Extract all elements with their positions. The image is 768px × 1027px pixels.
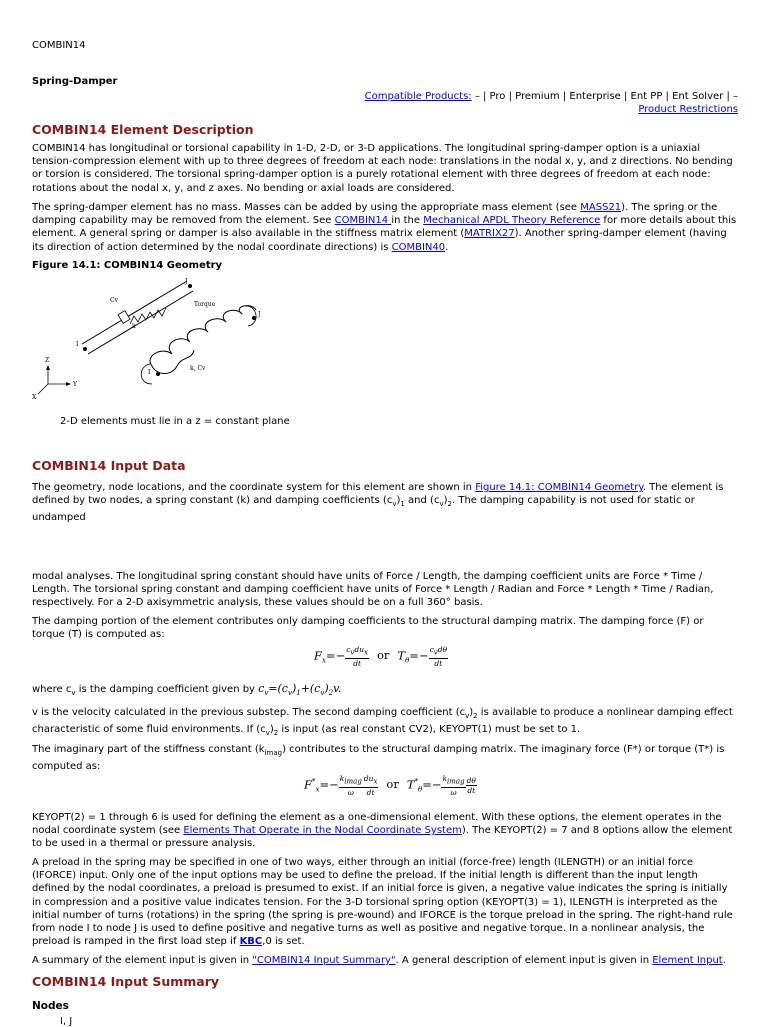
- y-label: Y: [73, 381, 77, 388]
- torsion-coil: [150, 306, 256, 366]
- cv-label: Cv: [110, 297, 118, 304]
- node-j-top: [188, 284, 192, 288]
- combin14-theory-link[interactable]: COMBIN14: [334, 215, 392, 227]
- input-data-paragraph-6: The imaginary part of the stiffness constant $(k_{imag})$ contributes to the structural damping matrix. The imaginary force (F*) or torque (T*) is computed as:: [32, 744, 725, 773]
- document-title: COMBIN14: [32, 40, 86, 51]
- spring-element-edge-bottom: [88, 291, 193, 354]
- torque-label: Torque: [194, 301, 216, 308]
- node-i-left: [83, 347, 87, 351]
- theory-reference-link[interactable]: Mechanical APDL Theory Reference: [423, 215, 601, 227]
- kbc-link[interactable]: KBC: [239, 936, 263, 948]
- torque-arrow-left: [141, 364, 152, 384]
- j-right-label: J: [258, 311, 261, 318]
- input-data-heading: COMBIN14 Input Data: [32, 458, 186, 473]
- x-axis: [38, 384, 48, 394]
- node-j-right: [252, 316, 256, 320]
- imaginary-force-equation: $F^*_x=-$ $\frac{k_{imag}}{\omega}$ $\frac{du_x}{dt}$ or $T^*_\theta=-$ $\frac{k_{imag}}{\omega}$ $\frac{d\theta}{dt}$: [304, 774, 476, 797]
- figure-caption: Figure 14.1: COMBIN14 Geometry: [32, 260, 223, 271]
- j-top-label: J: [185, 278, 188, 285]
- geometry-figure: [32, 276, 292, 406]
- combin40-link[interactable]: COMBIN40: [391, 241, 446, 253]
- compatible-products: [365, 90, 738, 116]
- nodes-label: Nodes: [32, 1000, 69, 1012]
- input-data-paragraph-8: A preload in the spring may be specified in one of two ways, either through an initial (force-free) length (ILENGTH) or an initial force (IFORCE) input. Only one of the input options may be used to define the preload. If the initial length is different than the input length defined by the nodal coordinates, a preload is presumed to exist. If an initial force is given, a negative value indicates the spring is initially in compression and a positive value indicates tension. For the 3-D torsional spring option (KEYOPT(3) = 1), ILENGTH is interpreted as the initial number of turns (rotations) in the spring (the spring is pre-wound) and IFORCE is the torque preload in the spring. The right-hand rule from node I to node J is used to define positive and negative turns as well as positive and negative torque. In a nonlinear analysis, the preload is ramped in the first load step if KBC,0 is set.: [32, 857, 733, 948]
- compatible-products-list: – | Pro | Premium | Enterprise | Ent PP | Ent Solver | –: [471, 91, 738, 102]
- input-data-paragraph-7: KEYOPT(2) = 1 through 6 is used for defining the element as a one-dimensional element. With these options, the element operates in the nodal coordinate system (see Elements That Operate in the Nodal Coordinate System). The KEYOPT(2) = 7 and 8 options allow the element to be used in a thermal or pressure analysis.: [32, 812, 733, 850]
- input-data-paragraph-4: where $c_v$ is the damping coefficient given by $c_v=(c_v)_1+(c_v)_2v$.: [32, 682, 342, 698]
- damping-force-equation: $F_x=-$ $\frac{c_vdu_x}{dt}$ or $T_\theta=-$ $\frac{c_vd\theta}{dt}$: [314, 645, 448, 668]
- z-axis-arrow: [46, 365, 50, 370]
- input-data-paragraph-9: A summary of the element input is given in "COMBIN14 Input Summary". A general description of element input is given in Element Input.: [32, 955, 726, 966]
- figure-note: 2-D elements must lie in a z = constant plane: [60, 416, 290, 427]
- input-data-paragraph-5: v is the velocity calculated in the previous substep. The second damping coefficient $(c_v)_2$ is available to produce a nonlinear damping effect characteristic of some fluid environments. If $(c_v)_2$ is input (as real constant CV2), KEYOPT(1) must be set to 1.: [32, 707, 733, 738]
- input-data-paragraph-1: The geometry, node locations, and the coordinate system for this element are shown in Figure 14.1: COMBIN14 Geometry. The element is defined by two nodes, a spring constant (k) and damping coefficients $(c_v)_1$ and $(c_v)_2$. The damping capability is not used for static or undamped: [32, 482, 724, 524]
- node-i-right: [156, 372, 160, 376]
- matrix27-link[interactable]: MATRIX27: [464, 228, 515, 240]
- description-heading: COMBIN14 Element Description: [32, 122, 254, 137]
- input-data-paragraph-2: modal analyses. The longitudinal spring constant should have units of Force / Length, the damping coefficient units are Force * Time / Length. The torsional spring constant and damping coefficient have units of Force * Length / Radian and Force * Length * Time / Radian, respectively. For a 2-D axisymmetric analysis, these values should be on a full 360° basis.: [32, 571, 714, 609]
- z-label: Z: [45, 357, 50, 364]
- torsion-coil-lower: [152, 350, 194, 374]
- i-left-label: I: [76, 341, 79, 348]
- input-summary-heading: COMBIN14 Input Summary: [32, 974, 220, 989]
- y-axis-arrow: [66, 382, 71, 386]
- description-paragraph-2: The spring-damper element has no mass. Masses can be added by using the appropriate mass element (see MASS21). The spring or the damping capability may be removed from the element. See COMBIN14 in the Mechanical APDL Theory Reference for more details about this element. A general spring or damper is also available in the stiffness matrix element (MATRIX27). Another spring-damper element (having its direction of action determined by the nodal coordinate directions) is COMBIN40.: [32, 202, 737, 253]
- element-subtitle: Spring-Damper: [32, 76, 118, 87]
- compatible-products-link[interactable]: Compatible Products:: [364, 91, 472, 102]
- input-data-paragraph-3: The damping portion of the element contributes only damping coefficients to the structural damping matrix. The damping force (F) or torque (T) is computed as:: [32, 616, 704, 641]
- x-label: X: [32, 394, 37, 401]
- product-restrictions-link[interactable]: Product Restrictions: [638, 104, 738, 115]
- element-input-link[interactable]: Element Input: [652, 955, 723, 966]
- k-cv-label: k, Cv: [190, 365, 206, 372]
- i-right-label: I: [148, 369, 151, 376]
- k-label: k: [132, 323, 136, 330]
- mass21-link[interactable]: MASS21: [580, 202, 622, 213]
- nodes-value: I, J: [60, 1016, 73, 1027]
- torque-arrow-right: [246, 306, 256, 326]
- spring-element-edge-top: [82, 281, 187, 344]
- figure-14-1-link[interactable]: Figure 14.1: COMBIN14 Geometry: [475, 482, 643, 493]
- nodal-coordinate-elements-link[interactable]: Elements That Operate in the Nodal Coordinate System: [183, 825, 462, 837]
- description-paragraph-1: COMBIN14 has longitudinal or torsional capability in 1-D, 2-D, or 3-D applications. The longitudinal spring-damper option is a uniaxial tension-compression element with up to three degrees of freedom at each node: translations in the nodal x, y, and z directions. No bending or torsion is considered. The torsional spring-damper option is a purely rotational element with three degrees of freedom at each node: rotations about the nodal x, y, and z axes. No bending or axial loads are considered.: [32, 143, 733, 194]
- input-summary-link[interactable]: "COMBIN14 Input Summary": [252, 955, 396, 966]
